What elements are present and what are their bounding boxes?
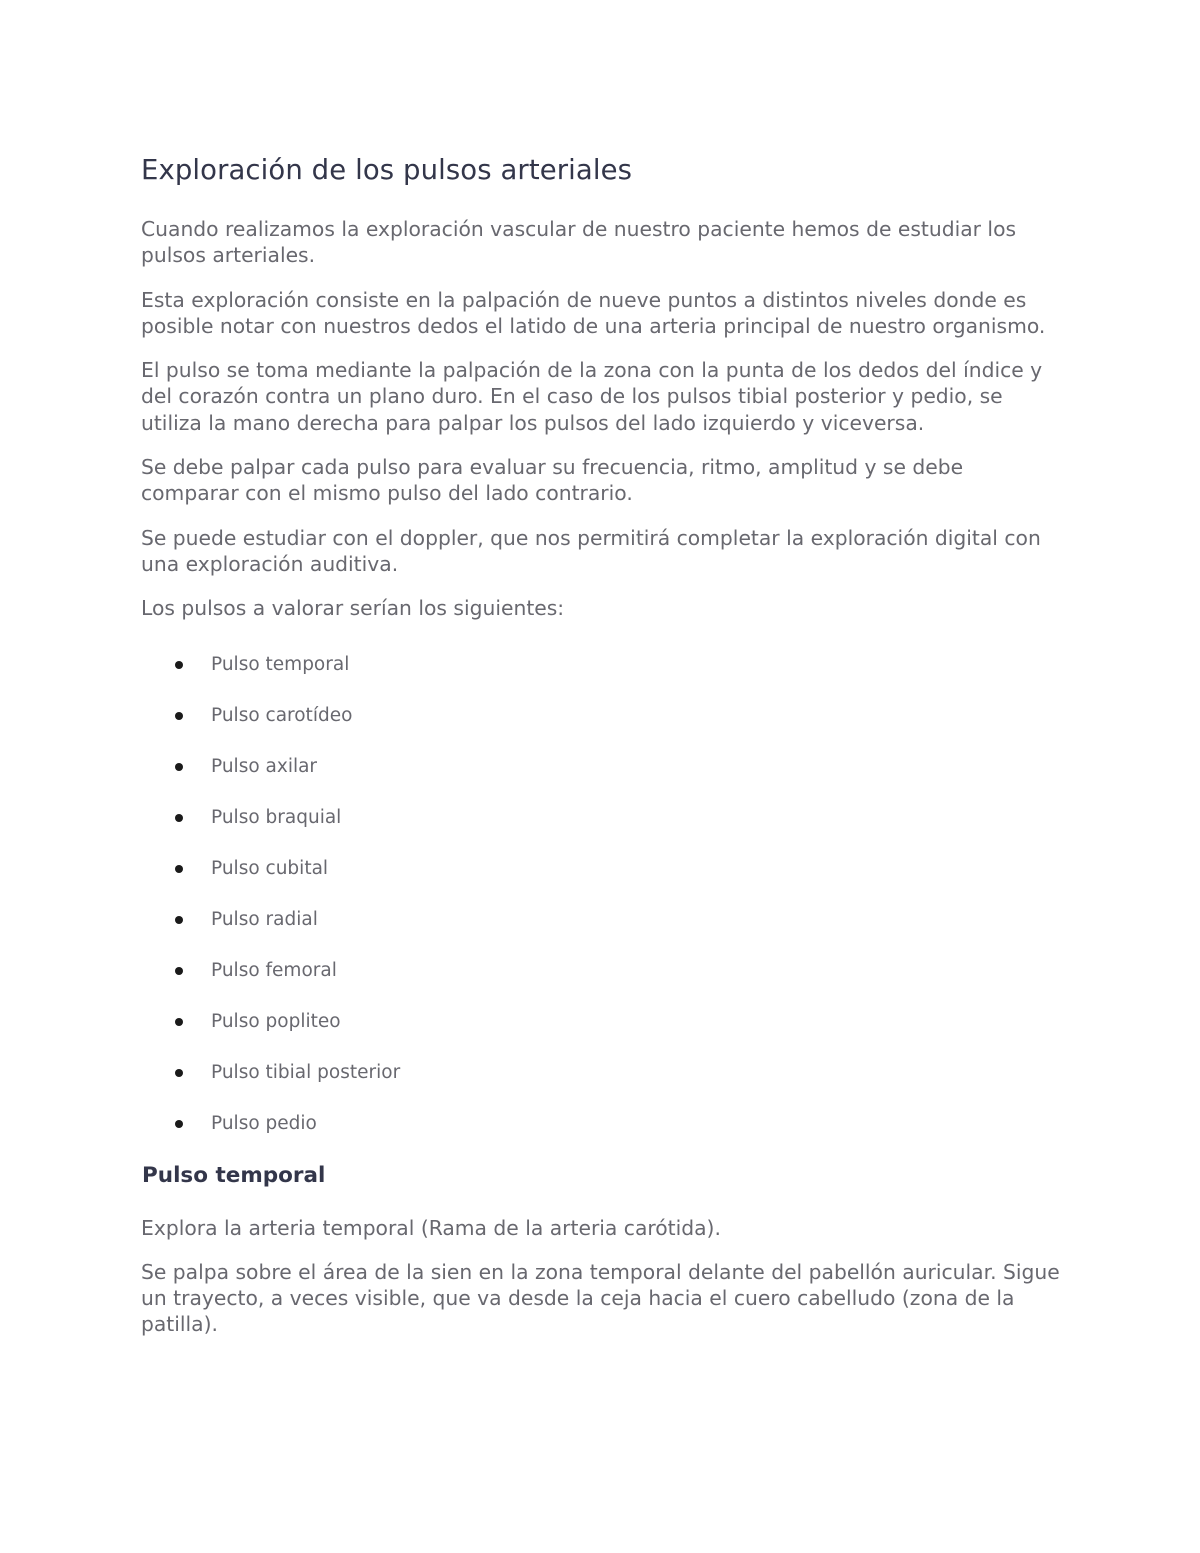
list-intro-paragraph: Los pulsos a valorar serían los siguientes:: [141, 596, 565, 621]
exploration-paragraph: Esta exploración consiste en la palpación de nueve puntos a distintos niveles donde es posible notar con nuestros dedos el latido de una arteria principal de nuestro organismo.: [141, 287, 1046, 338]
technique-paragraph: El pulso se toma mediante la palpación de la zona con la punta de los dedos del índice y del corazón contra un plano duro. En el caso de los pulsos tibial posterior y pedio, se utiliza la mano derecha para palpar los pulsos del lado izquierdo y viceversa.: [141, 358, 1043, 435]
section-paragraph: Se palpa sobre el área de la sien en la zona temporal delante del pabellón auricular. Sigue un trayecto, a veces visible, que va desde la ceja hacia el cuero cabelludo (zona de la patilla).: [141, 1259, 1060, 1337]
list-item: [141, 652, 1061, 703]
bullet-icon: [175, 763, 183, 771]
list-item: [141, 754, 1061, 805]
list-item: [141, 958, 1061, 1009]
list-item-label: Pulso cubital: [211, 857, 329, 879]
list-item: [141, 703, 1061, 754]
list-item: [141, 1009, 1061, 1060]
bullet-icon: [175, 1120, 183, 1128]
list-item: [141, 1060, 1061, 1111]
list-item-label: Pulso temporal: [211, 653, 350, 675]
bullet-icon: [175, 865, 183, 873]
list-item-label: Pulso femoral: [211, 959, 337, 981]
list-item: [141, 1111, 1061, 1162]
section-paragraph: Explora la arteria temporal (Rama de la arteria carótida).: [141, 1215, 721, 1240]
bullet-icon: [175, 712, 183, 720]
evaluation-paragraph: Se debe palpar cada pulso para evaluar su frecuencia, ritmo, amplitud y se debe comparar con el mismo pulso del lado contrario.: [141, 455, 964, 506]
list-item: [141, 907, 1061, 958]
list-item: [141, 856, 1061, 907]
list-item-label: Pulso braquial: [211, 806, 342, 828]
pulse-list: [141, 652, 1061, 1162]
list-item-label: Pulso pedio: [211, 1112, 317, 1134]
intro-paragraph: Cuando realizamos la exploración vascular de nuestro paciente hemos de estudiar los pulsos arteriales.: [141, 217, 1017, 268]
bullet-icon: [175, 661, 183, 669]
bullet-icon: [175, 1018, 183, 1026]
bullet-icon: [175, 1069, 183, 1077]
list-item-label: Pulso axilar: [211, 755, 318, 777]
list-item-label: Pulso popliteo: [211, 1010, 341, 1032]
list-item: [141, 805, 1061, 856]
document-title: Exploración de los pulsos arteriales: [141, 154, 633, 186]
list-item-label: Pulso carotídeo: [211, 704, 353, 726]
list-item-label: Pulso tibial posterior: [211, 1061, 401, 1083]
bullet-icon: [175, 814, 183, 822]
document-page: [141, 150, 1061, 1356]
bullet-icon: [175, 916, 183, 924]
bullet-icon: [175, 967, 183, 975]
doppler-paragraph: Se puede estudiar con el doppler, que nos permitirá completar la exploración digital con una exploración auditiva.: [141, 525, 1041, 576]
section-heading: Pulso temporal: [142, 1162, 326, 1188]
list-item-label: Pulso radial: [211, 908, 318, 930]
